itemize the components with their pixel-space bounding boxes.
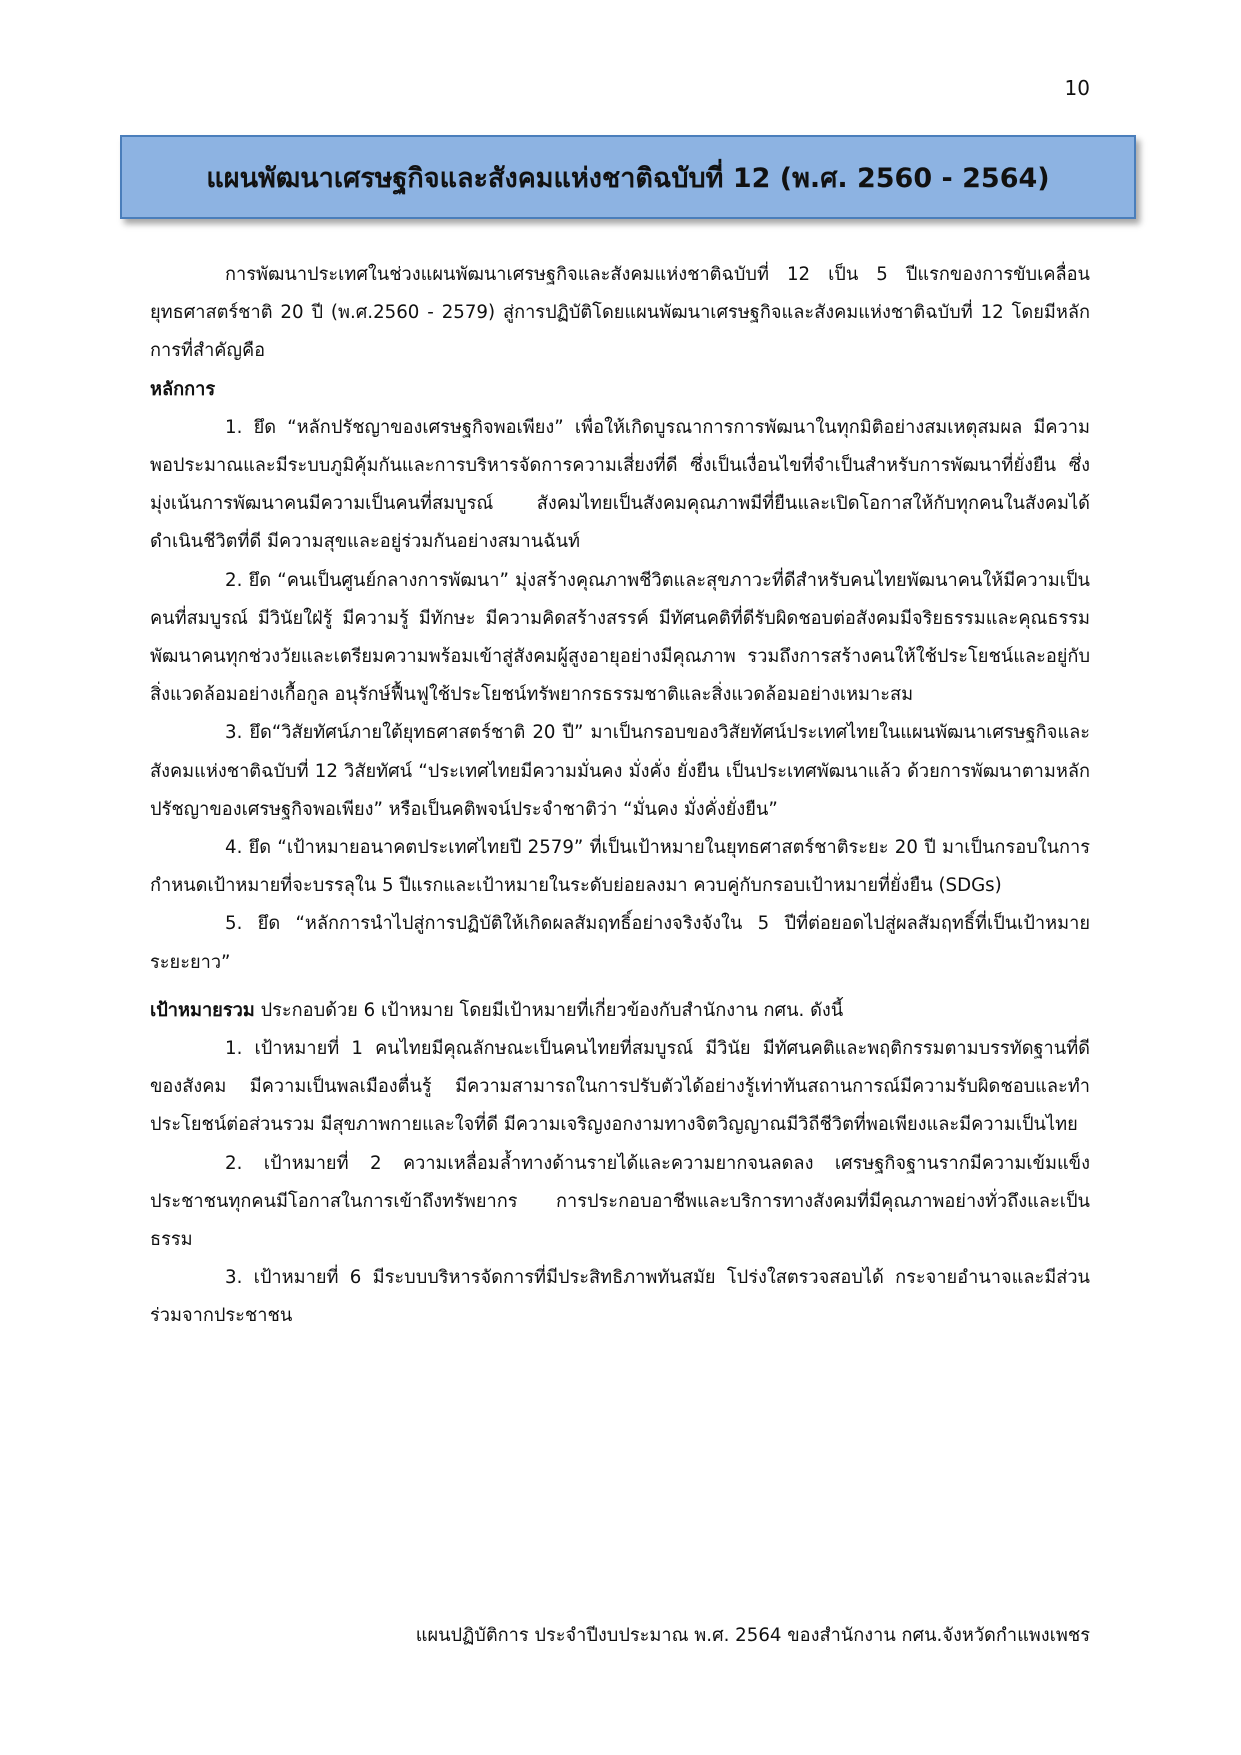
- page-footer: แผนปฏิบัติการ ประจำปีงบประมาณ พ.ศ. 2564 ของสำนักงาน กศน.จังหวัดกำแพงเพชร: [415, 1625, 1090, 1646]
- title-banner: [120, 135, 1136, 219]
- principle-item: 4. ยึด “เป้าหมายอนาคตประเทศไทยปี 2579” ที่เป็นเป้าหมายในยุทธศาสตร์ชาติระยะ 20 ปี มาเป็นกรอบในการกำหนดเป้าหมายที่จะบรรลุใน 5 ปีแรกและเป้าหมายในระดับย่อยลงมา ควบคู่กับกรอบเป้าหมายที่ยั่งยืน (SDGs): [150, 837, 1090, 897]
- principle-item: 1. ยึด “หลักปรัชญาของเศรษฐกิจพอเพียง” เพื่อให้เกิดบูรณาการการพัฒนาในทุกมิติอย่างสมเหตุสมผล มีความพอประมาณและมีระบบภูมิคุ้มกันและการบริหารจัดการความเสี่ยงที่ดี ซึ่งเป็นเงื่อนไขที่จำเป็นสำหรับการพัฒนาที่ยั่งยืน ซึ่งมุ่งเน้นการพัฒนาคนมีความเป็นคนที่สมบูรณ์ สังคมไทยเป็นสังคมคุณภาพมีที่ยืนและเปิดโอกาสให้กับทุกคนในสังคมได้ดำเนินชีวิตที่ดี มีความสุขและอยู่ร่วมกันอย่างสมานฉันท์: [150, 416, 1090, 553]
- intro-paragraph: การพัฒนาประเทศในช่วงแผนพัฒนาเศรษฐกิจและสังคมแห่งชาติฉบับที่ 12 เป็น 5 ปีแรกของการขับเคลื่อนยุทธศาสตร์ชาติ 20 ปี (พ.ศ.2560 - 2579) สู่การปฏิบัติโดยแผนพัฒนาเศรษฐกิจและสังคมแห่งชาติฉบับที่ 12 โดยมีหลักการที่สำคัญคือ: [150, 264, 1090, 362]
- goal-item: 1. เป้าหมายที่ 1 คนไทยมีคุณลักษณะเป็นคนไทยที่สมบูรณ์ มีวินัย มีทัศนคติและพฤติกรรมตามบรรทัดฐานที่ดีของสังคม มีความเป็นพลเมืองตื่นรู้ มีความสามารถในการปรับตัวได้อย่างรู้เท่าทันสถานการณ์มีความรับผิดชอบและทำประโยชน์ต่อส่วนรวม มีสุขภาพกายและใจที่ดี มีความเจริญงอกงามทางจิตวิญญาณมีวิถีชีวิตที่พอเพียงและมีความเป็นไทย: [150, 1038, 1090, 1136]
- goal-item: 3. เป้าหมายที่ 6 มีระบบบริหารจัดการที่มีประสิทธิภาพทันสมัย โปร่งใสตรวจสอบได้ กระจายอำนาจและมีส่วนร่วมจากประชาชน: [150, 1267, 1090, 1327]
- section-gap: [150, 982, 1090, 992]
- principles-heading: หลักการ: [150, 378, 216, 400]
- page-title: แผนพัฒนาเศรษฐกิจและสังคมแห่งชาติฉบับที่ 12 (พ.ศ. 2560 - 2564): [206, 162, 1050, 194]
- goals-lead-text: ประกอบด้วย 6 เป้าหมาย โดยมีเป้าหมายที่เกี่ยวข้องกับสำนักงาน กศน. ดังนี้: [254, 999, 844, 1021]
- principle-item: 5. ยึด “หลักการนำไปสู่การปฏิบัติให้เกิดผลสัมฤทธิ์อย่างจริงจังใน 5 ปีที่ต่อยอดไปสู่ผลสัมฤทธิ์ที่เป็นเป้าหมายระยะยาว”: [150, 913, 1090, 973]
- goal-item: 2. เป้าหมายที่ 2 ความเหลื่อมล้ำทางด้านรายได้และความยากจนลดลง เศรษฐกิจฐานรากมีความเข้มแข็ง ประชาชนทุกคนมีโอกาสในการเข้าถึงทรัพยากร การประกอบอาชีพและบริการทางสังคมที่มีคุณภาพอย่างทั่วถึงและเป็นธรรม: [150, 1152, 1090, 1251]
- principle-item: 2. ยึด “คนเป็นศูนย์กลางการพัฒนา” มุ่งสร้างคุณภาพชีวิตและสุขภาวะที่ดีสำหรับคนไทยพัฒนาคนให้มีความเป็นคนที่สมบูรณ์ มีวินัยใฝ่รู้ มีความรู้ มีทักษะ มีความคิดสร้างสรรค์ มีทัศนคติที่ดีรับผิดชอบต่อสังคมมีจริยธรรมและคุณธรรม พัฒนาคนทุกช่วงวัยและเตรียมความพร้อมเข้าสู่สังคมผู้สูงอายุอย่างมีคุณภาพ รวมถึงการสร้างคนให้ใช้ประโยชน์และอยู่กับสิ่งแวดล้อมอย่างเกื้อกูล อนุรักษ์ฟื้นฟูใช้ประโยชน์ทรัพยากรธรรมชาติและสิ่งแวดล้อมอย่างเหมาะสม: [150, 569, 1090, 706]
- page-number: 10: [1064, 76, 1090, 100]
- goals-lead-paragraph: [150, 992, 1090, 1030]
- principle-item: 3. ยึด“วิสัยทัศน์ภายใต้ยุทธศาสตร์ชาติ 20 ปี” มาเป็นกรอบของวิสัยทัศน์ประเทศไทยในแผนพัฒนาเศรษฐกิจและสังคมแห่งชาติฉบับที่ 12 วิสัยทัศน์ “ประเทศไทยมีความมั่นคง มั่งคั่ง ยั่งยืน เป็นประเทศพัฒนาแล้ว ด้วยการพัฒนาตามหลักปรัชญาของเศรษฐกิจพอเพียง” หรือเป็นคติพจน์ประจำชาติว่า “มั่นคง มั่งคั่งยั่งยืน”: [150, 722, 1090, 820]
- document-body: [150, 256, 1090, 1336]
- goals-heading: เป้าหมายรวม: [150, 999, 255, 1021]
